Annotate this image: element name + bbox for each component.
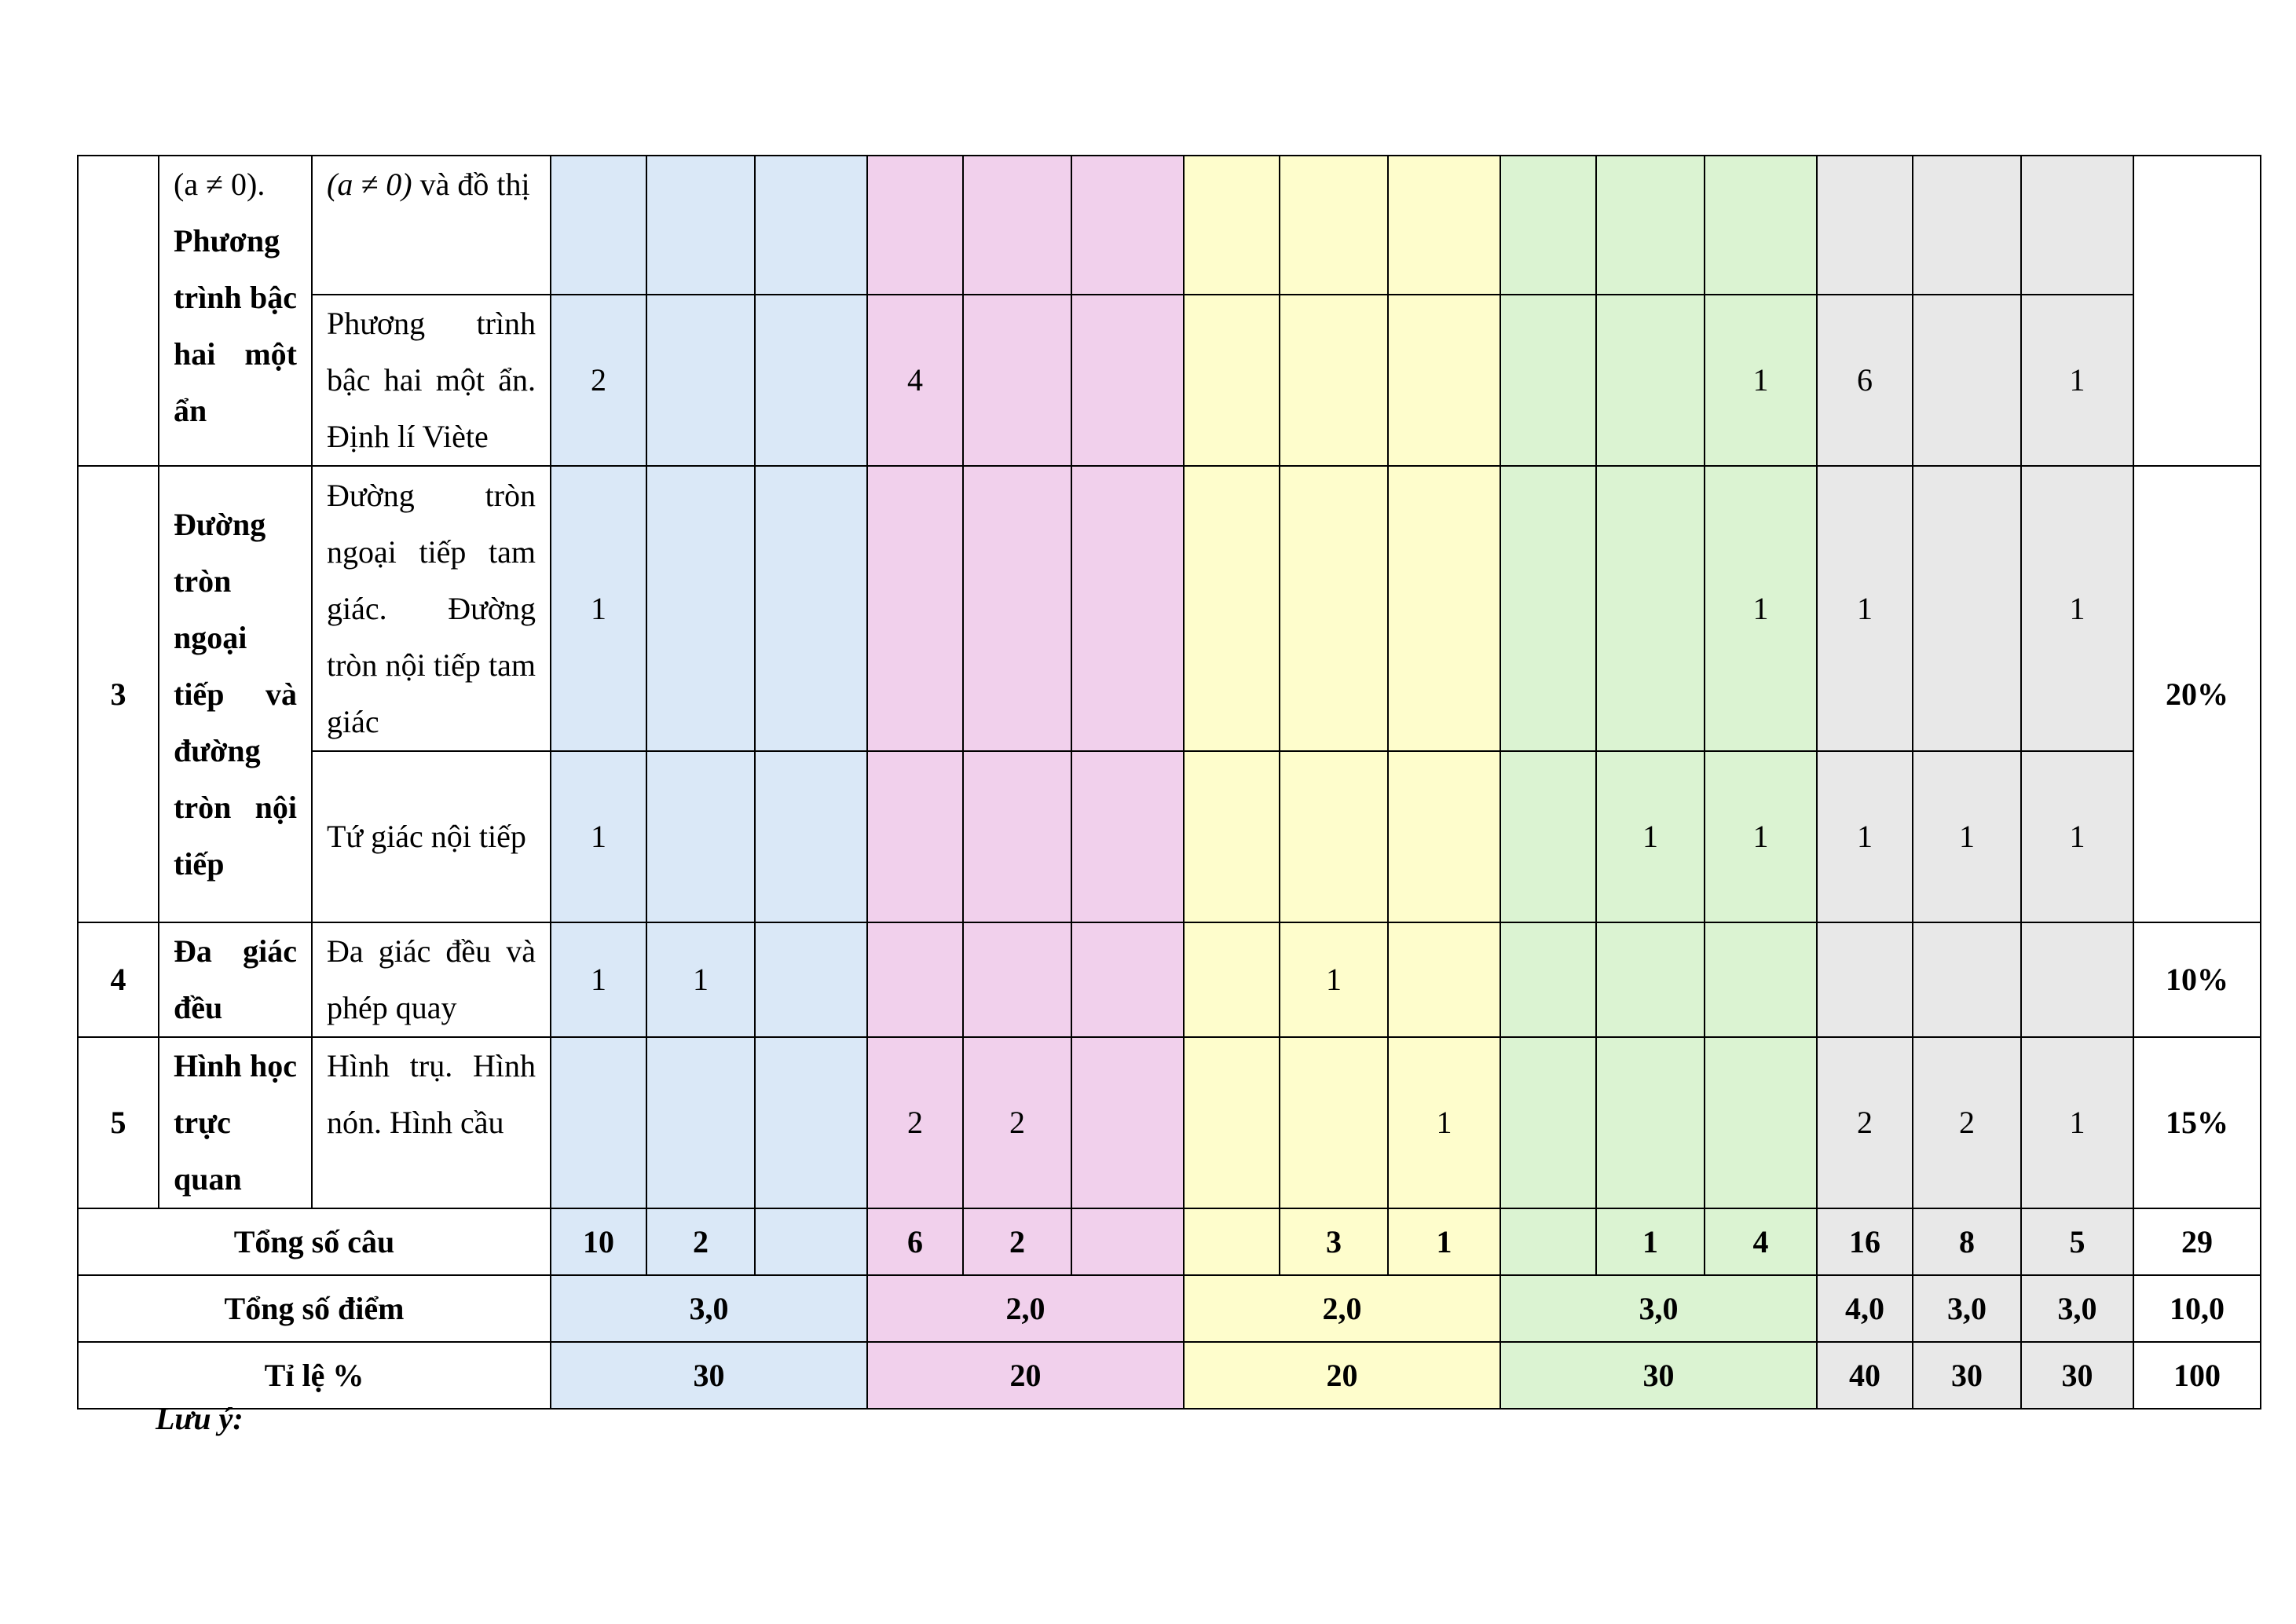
total-cell: 1 [1596,1208,1705,1275]
topic-index-cell [78,156,159,466]
data-cell: 1 [1388,1037,1500,1208]
total-cell: 3 [1280,1208,1388,1275]
data-cell [1388,922,1500,1037]
data-cell: 1 [551,751,646,922]
data-cell [1184,466,1280,751]
total-cell: 30 [1913,1342,2021,1409]
data-cell [963,295,1071,466]
data-cell: 2 [1817,1037,1913,1208]
total-cell: 4 [1705,1208,1817,1275]
unit-text: và đồ thị [419,167,530,202]
data-cell [1184,751,1280,922]
total-cell [1071,1208,1184,1275]
total-cell [1500,1208,1596,1275]
data-cell [963,751,1071,922]
data-cell [1388,466,1500,751]
table-row [78,1037,2261,1208]
data-cell [646,751,755,922]
percent-cell: 10% [2133,922,2261,1037]
total-cell: 3,0 [551,1275,867,1342]
total-cell: 2,0 [1184,1275,1500,1342]
data-cell [755,156,867,295]
data-cell: 1 [1913,751,2021,922]
unit-cell: Hình trụ. Hình nón. Hình cầu [312,1037,551,1208]
total-cell: 29 [2133,1208,2261,1275]
data-cell [755,466,867,751]
data-cell [963,466,1071,751]
total-cell: 3,0 [1500,1275,1817,1342]
table-row [78,295,2261,466]
data-cell [1500,466,1596,751]
data-cell: 1 [1705,466,1817,751]
unit-cell [312,156,551,295]
total-cell: 16 [1817,1208,1913,1275]
percent-cell: 15% [2133,1037,2261,1208]
total-cell: 10 [551,1208,646,1275]
data-cell [1817,922,1913,1037]
percent-cell: 20% [2133,466,2261,922]
total-cell: 30 [551,1342,867,1409]
data-cell: 1 [1817,466,1913,751]
data-cell [1071,466,1184,751]
data-cell [1705,922,1817,1037]
percent-cell [2133,156,2261,466]
data-cell [755,1037,867,1208]
table-row [78,751,2261,922]
data-cell [1071,922,1184,1037]
total-percent-label: Tỉ lệ % [78,1342,551,1409]
total-questions-row [78,1208,2261,1275]
topic-index-cell: 4 [78,922,159,1037]
data-cell [1184,295,1280,466]
data-cell [755,922,867,1037]
topic-name-cell [159,156,312,466]
topic-index-cell: 3 [78,466,159,922]
data-cell [1280,466,1388,751]
exam-matrix-table [77,155,2261,1410]
data-cell: 1 [646,922,755,1037]
data-cell [1705,156,1817,295]
data-cell: 1 [1705,751,1817,922]
note-label: Lưu ý: [156,1401,244,1436]
data-cell [1388,156,1500,295]
topic-name-cell: Hình học trực quan [159,1037,312,1208]
data-cell: 1 [1705,295,1817,466]
total-cell: 2 [646,1208,755,1275]
data-cell [1184,922,1280,1037]
total-cell: 4,0 [1817,1275,1913,1342]
data-cell [1071,1037,1184,1208]
total-cell: 20 [867,1342,1184,1409]
data-cell [1596,1037,1705,1208]
data-cell [1913,466,2021,751]
data-cell [1500,751,1596,922]
data-cell: 2 [867,1037,963,1208]
data-cell [1500,922,1596,1037]
data-cell: 1 [2021,466,2133,751]
data-cell [1280,751,1388,922]
data-cell [1184,1037,1280,1208]
total-cell: 6 [867,1208,963,1275]
total-cell: 3,0 [2021,1275,2133,1342]
data-cell [963,922,1071,1037]
data-cell [1596,466,1705,751]
data-cell [551,1037,646,1208]
data-cell [1596,922,1705,1037]
data-cell [646,295,755,466]
total-cell: 5 [2021,1208,2133,1275]
data-cell: 1 [2021,1037,2133,1208]
data-cell [867,466,963,751]
data-cell [755,751,867,922]
data-cell: 1 [2021,295,2133,466]
data-cell [1705,1037,1817,1208]
data-cell [1500,1037,1596,1208]
data-cell [2021,922,2133,1037]
data-cell [1500,156,1596,295]
table-row [78,156,2261,295]
unit-cell: Phương trình bậc hai một ẩn. Định lí Viète [312,295,551,466]
data-cell: 6 [1817,295,1913,466]
total-cell: 30 [1500,1342,1817,1409]
data-cell [1071,156,1184,295]
data-cell [1071,751,1184,922]
data-cell: 1 [551,922,646,1037]
total-cell [1184,1208,1280,1275]
data-cell: 2 [551,295,646,466]
data-cell [1280,1037,1388,1208]
data-cell [867,922,963,1037]
data-cell [1280,156,1388,295]
topic-name-cell: Đa giác đều [159,922,312,1037]
data-cell [1913,156,2021,295]
unit-cell: Tứ giác nội tiếp [312,751,551,922]
data-cell [867,156,963,295]
topic-name-cell: Đường tròn ngoại tiếp và đường tròn nội tiếp [159,466,312,922]
total-cell: 30 [2021,1342,2133,1409]
total-questions-label: Tổng số câu [78,1208,551,1275]
data-cell: 2 [963,1037,1071,1208]
data-cell [1913,922,2021,1037]
data-cell [1280,295,1388,466]
data-cell [867,751,963,922]
data-cell [646,156,755,295]
unit-cell: Đường tròn ngoại tiếp tam giác. Đường tròn nội tiếp tam giác [312,466,551,751]
total-cell: 100 [2133,1342,2261,1409]
data-cell [1388,295,1500,466]
total-cell: 40 [1817,1342,1913,1409]
data-cell [963,156,1071,295]
data-cell [646,466,755,751]
unit-condition: (a ≠ 0) [327,167,412,202]
total-points-label: Tổng số điểm [78,1275,551,1342]
total-points-row [78,1275,2261,1342]
data-cell [1184,156,1280,295]
total-cell [755,1208,867,1275]
data-cell [1500,295,1596,466]
data-cell: 1 [1596,751,1705,922]
total-cell: 3,0 [1913,1275,2021,1342]
topic-condition: (a ≠ 0). [174,167,265,202]
total-cell: 2 [963,1208,1071,1275]
data-cell [1388,751,1500,922]
data-cell: 4 [867,295,963,466]
total-cell: 1 [1388,1208,1500,1275]
data-cell: 2 [1913,1037,2021,1208]
table-row [78,922,2261,1037]
total-cell: 2,0 [867,1275,1184,1342]
data-cell [1596,295,1705,466]
topic-index-cell: 5 [78,1037,159,1208]
data-cell: 1 [1817,751,1913,922]
data-cell [1596,156,1705,295]
data-cell: 1 [551,466,646,751]
total-cell: 8 [1913,1208,2021,1275]
table-row [78,466,2261,751]
total-percent-row [78,1342,2261,1409]
data-cell [1071,295,1184,466]
unit-cell: Đa giác đều và phép quay [312,922,551,1037]
data-cell: 1 [2021,751,2133,922]
data-cell [1817,156,1913,295]
total-cell: 20 [1184,1342,1500,1409]
data-cell: 1 [1280,922,1388,1037]
data-cell [2021,156,2133,295]
total-cell: 10,0 [2133,1275,2261,1342]
data-cell [551,156,646,295]
data-cell [646,1037,755,1208]
data-cell [1913,295,2021,466]
data-cell [755,295,867,466]
topic-name: Phương trình bậc hai một ẩn [174,223,297,428]
